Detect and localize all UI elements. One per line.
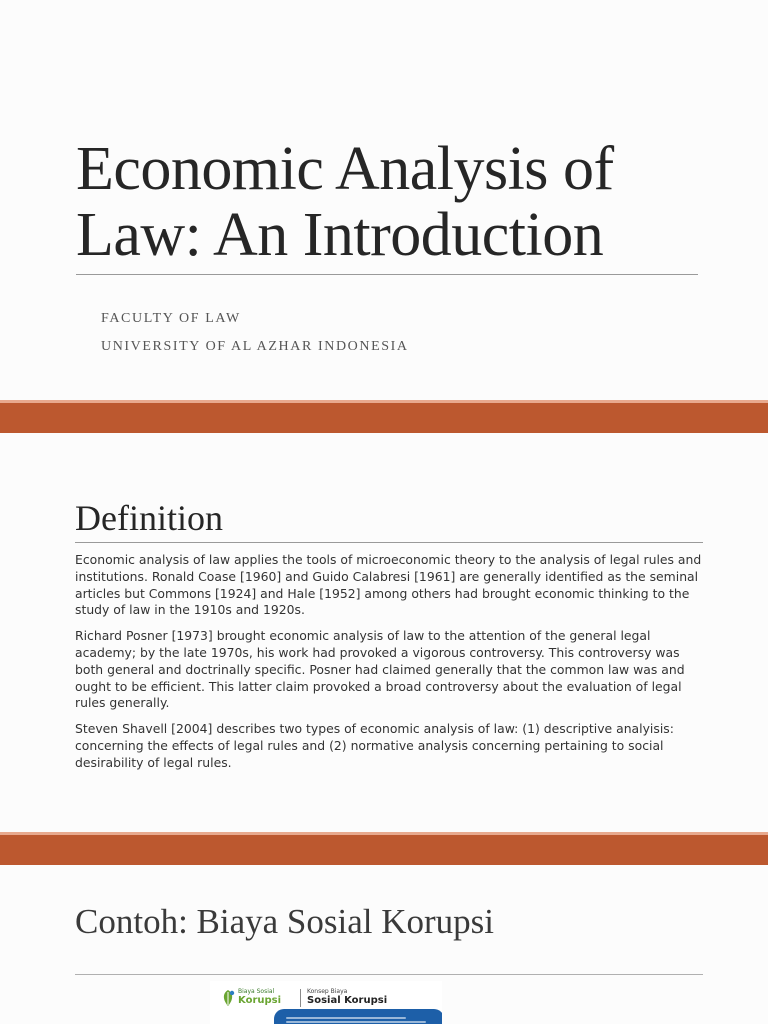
concept-small-text: Konsep Biaya bbox=[307, 988, 348, 995]
definition-heading: Definition bbox=[75, 498, 223, 538]
definition-paragraph-2: Richard Posner [1973] brought economic analysis of law to the attention of the general legal academy; by the late 1970s, his work had provoked a vigorous controversy. This controversy was both general and doctrinally specific. Posner had claimed generally that the common law was and ought to be efficient. This latter claim provoked a broad controversy about the evaluation of legal rules generally. bbox=[75, 628, 685, 711]
definition-divider bbox=[75, 542, 703, 543]
definition-paragraph-1: Economic analysis of law applies the tools of microeconomic theory to the analysis of legal rules and institutions. Ronald Coase [1960] and Guido Calabresi [1961] are generally identified as the seminal articles but Commons [1924] and Hale [1952] among others had brought economic thinking to the study of law in the 1910s and 1920s. bbox=[75, 552, 702, 618]
definition-paragraph-3: Steven Shavell [2004] describes two types of economic analysis of law: (1) descriptive analyisis: concerning the effects of legal rules and (2) normative analysis concerning pertaining to social desirability of legal rules. bbox=[75, 721, 674, 770]
slide-separator-bar bbox=[0, 400, 768, 433]
logo-big-text: Korupsi bbox=[238, 995, 282, 1006]
infographic-blue-panel bbox=[274, 1009, 442, 1024]
title-slide bbox=[0, 0, 768, 400]
slide-subtitle bbox=[101, 305, 409, 361]
title-divider bbox=[76, 274, 698, 275]
infographic-image bbox=[210, 981, 442, 1024]
panel-text-line bbox=[286, 1021, 426, 1023]
concept-big-text: Sosial Korupsi bbox=[307, 995, 388, 1006]
example-heading: Contoh: Biaya Sosial Korupsi bbox=[75, 902, 495, 941]
subtitle-line-1: FACULTY OF LAW bbox=[101, 311, 241, 326]
logo-small-text: Biaya Sosial bbox=[238, 988, 275, 995]
example-divider bbox=[75, 974, 703, 975]
panel-text-line bbox=[286, 1017, 406, 1019]
definition-slide bbox=[0, 433, 768, 832]
slide-separator-bar bbox=[0, 832, 768, 865]
infographic-logo bbox=[220, 987, 400, 1009]
logo-divider bbox=[300, 989, 301, 1007]
leaf-logo-icon bbox=[220, 989, 236, 1007]
example-slide bbox=[0, 865, 768, 1024]
slide-title bbox=[76, 136, 614, 268]
slide-title-line-1: Economic Analysis of bbox=[76, 135, 614, 203]
definition-body bbox=[75, 552, 705, 781]
subtitle-line-2: UNIVERSITY OF AL AZHAR INDONESIA bbox=[101, 339, 409, 354]
slide-title-line-2: Law: An Introduction bbox=[76, 201, 604, 269]
